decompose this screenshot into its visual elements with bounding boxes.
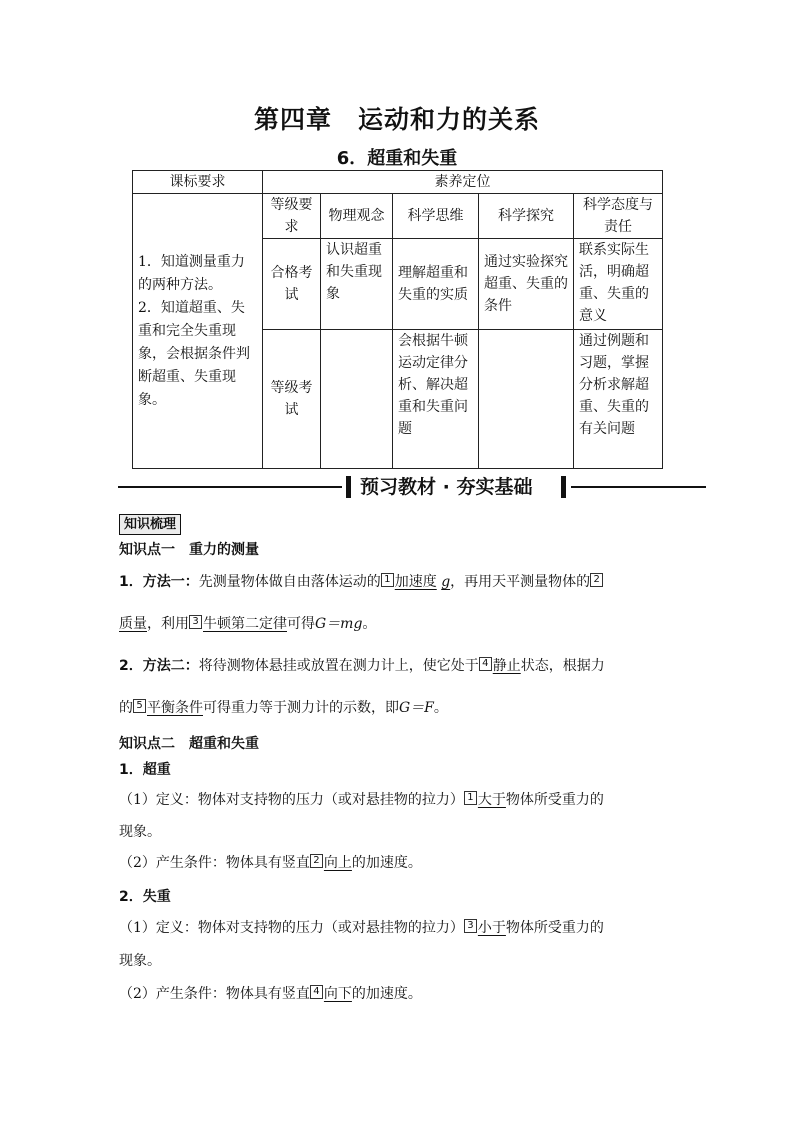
blank-number-6: 1 — [464, 791, 477, 805]
method1-text-a: 先测量物体做自由落体运动的 — [198, 574, 381, 590]
blank-number-3: 3 — [189, 615, 202, 629]
row1-concept: 认识超重和失重现象 — [321, 239, 393, 330]
method2-text-c: 的 — [119, 700, 133, 716]
chapter-title: 第四章 运动和力的关系 — [253, 105, 540, 134]
row2-concept — [321, 330, 393, 469]
blank-number-8: 3 — [464, 919, 477, 933]
method1-text-d: 可得 — [287, 616, 315, 632]
col-physics-concept: 物理观念 — [321, 194, 393, 239]
overweight-cond-a: （2）产生条件：物体具有竖直 — [119, 855, 310, 871]
row2-thinking: 会根据牛顿运动定律分析、解决超重和失重问题 — [393, 330, 479, 469]
banner-rule-right — [571, 486, 706, 488]
overweight-def-b: 物体所受重力的 — [505, 792, 604, 808]
weightloss-definition-line2: 现象。 — [119, 953, 161, 969]
answer-equilibrium: 平衡条件 — [147, 700, 203, 716]
kp2-title: 知识点二 超重和失重 — [119, 736, 259, 752]
blank-number-2: 2 — [590, 573, 603, 587]
formula-g-f: G＝F — [399, 700, 434, 716]
method2-text-a: 将待测物体悬挂或放置在测力计上，使它处于 — [198, 658, 479, 674]
weightloss-def-b: 物体所受重力的 — [505, 920, 604, 936]
blank-number-9: 4 — [310, 985, 323, 999]
answer-mass: 质量 — [119, 616, 147, 632]
weightloss-definition-line1 — [119, 917, 604, 937]
answer-rest: 静止 — [492, 658, 521, 674]
blank-number-4: 4 — [479, 657, 492, 671]
col-scientific-inquiry: 科学探究 — [479, 194, 574, 239]
kp1-method1-line2 — [119, 613, 376, 633]
method1-text-c: ，利用 — [147, 616, 189, 632]
weightloss-def-a: （1）定义：物体对支持物的压力（或对悬挂物的拉力） — [119, 920, 464, 936]
overweight-cond-b: 的加速度。 — [351, 855, 422, 871]
answer-g: g — [441, 574, 451, 590]
blank-number-5: 5 — [133, 699, 146, 713]
formula-g-mg: G＝mg — [315, 616, 363, 632]
banner-rule-left — [118, 486, 342, 488]
answer-upward: 向上 — [323, 855, 352, 871]
method2-label: 2．方法二： — [119, 658, 199, 674]
method1-text-e: 。 — [362, 616, 377, 632]
kp1-method2-line2 — [119, 697, 448, 717]
overweight-definition-line2: 现象。 — [119, 824, 161, 840]
weightloss-cond-a: （2）产生条件：物体具有竖直 — [119, 986, 310, 1002]
row1-attitude: 联系实际生活，明确超重、失重的意义 — [574, 239, 663, 330]
banner-text: 预习教材 · 夯实基础 — [360, 476, 533, 498]
kp1-method1-line1 — [119, 571, 604, 591]
answer-downward: 向下 — [323, 986, 352, 1002]
weightloss-title: 2．失重 — [119, 889, 171, 905]
blank-number-1: 1 — [381, 573, 394, 587]
answer-greater-than: 大于 — [477, 792, 506, 808]
method1-text-b: ，再用天平测量物体的 — [450, 574, 591, 590]
header-literacy: 素养定位 — [263, 171, 663, 194]
row2-level: 等级考试 — [263, 330, 321, 469]
row1-thinking: 理解超重和失重的实质 — [393, 239, 479, 330]
col-level: 等级要求 — [263, 194, 321, 239]
overweight-condition — [119, 852, 422, 872]
method2-text-b: 状态，根据力 — [520, 658, 605, 674]
kp1-method2-line1 — [119, 655, 605, 675]
method2-text-d: 可得重力等于测力计的示数，即 — [203, 700, 399, 716]
kp1-title: 知识点一 重力的测量 — [119, 542, 259, 558]
curriculum-table — [132, 170, 663, 469]
banner-bar-left — [346, 476, 351, 498]
method2-text-e: 。 — [433, 700, 448, 716]
overweight-def-a: （1）定义：物体对支持物的压力（或对悬挂物的拉力） — [119, 792, 464, 808]
method1-label: 1．方法一： — [119, 574, 199, 590]
banner-bar-right — [561, 476, 566, 498]
knowledge-badge: 知识梳理 — [119, 514, 181, 535]
weightloss-condition — [119, 983, 422, 1003]
weightloss-cond-b: 的加速度。 — [351, 986, 422, 1002]
answer-acceleration: 加速度 — [394, 574, 437, 590]
blank-number-7: 2 — [310, 854, 323, 868]
row2-attitude: 通过例题和习题，掌握分析求解超重、失重的有关问题 — [574, 330, 663, 469]
curriculum-text: 1．知道测量重力的两种方法。 2．知道超重、失重和完全失重现象，会根据条件判断超重、失重现象。 — [133, 194, 263, 469]
answer-less-than: 小于 — [477, 920, 506, 936]
col-scientific-thinking: 科学思维 — [393, 194, 479, 239]
col-attitude: 科学态度与责任 — [574, 194, 663, 239]
header-curriculum: 课标要求 — [133, 171, 263, 194]
row1-level: 合格考试 — [263, 239, 321, 330]
row1-inquiry: 通过实验探究超重、失重的条件 — [479, 239, 574, 330]
overweight-definition-line1 — [119, 789, 604, 809]
overweight-title: 1．超重 — [119, 762, 171, 778]
section-title: 6．超重和失重 — [336, 148, 458, 169]
section-banner — [118, 474, 706, 500]
row2-inquiry — [479, 330, 574, 469]
answer-newton-second-law: 牛顿第二定律 — [203, 616, 287, 632]
